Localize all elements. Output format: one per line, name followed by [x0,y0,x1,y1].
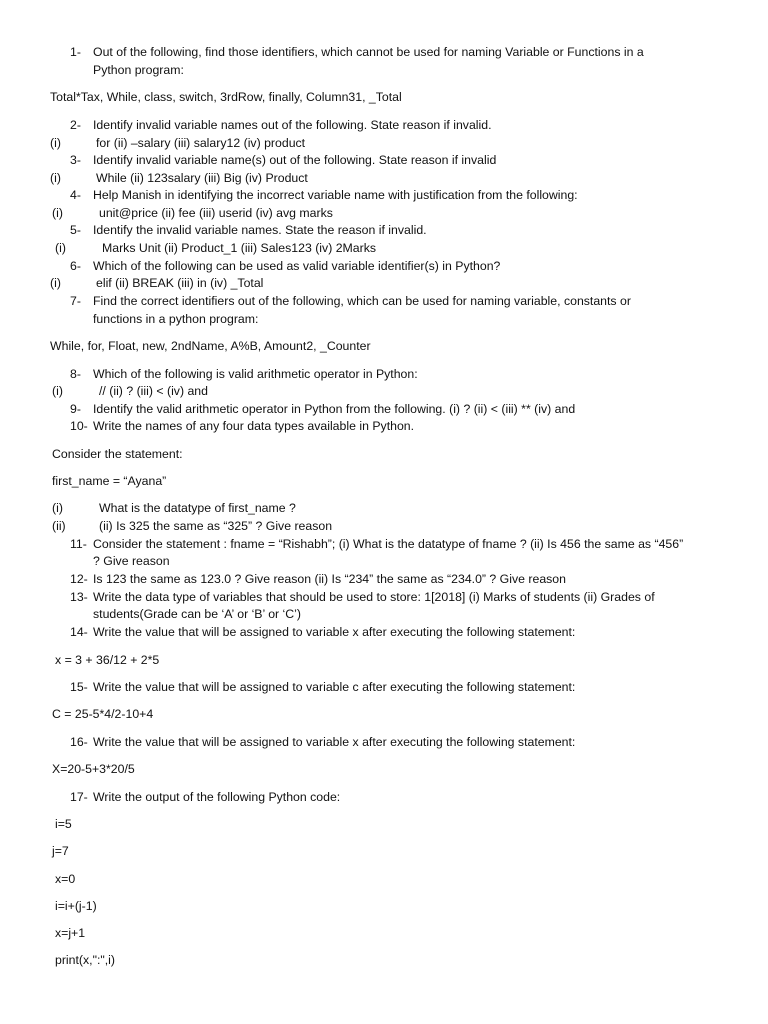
question-13-text: Write the data type of variables that should be used to store: 1[2018] (i) Marks of students (ii) Grades of [93,590,655,604]
question-2-sub-label: (i) [50,136,61,150]
question-6-sub-label: (i) [50,276,61,290]
question-7-options: While, for, Float, new, 2ndName, A%B, Amount2, _Counter [50,339,371,353]
question-6-number: 6- [70,259,81,273]
question-11-text: Consider the statement : fname = “Rishabh”; (i) What is the datatype of fname ? (ii) Is 456 the same as “456” [93,537,684,551]
question-3-sub-label: (i) [50,171,61,185]
question-5-text: Identify the invalid variable names. State the reason if invalid. [93,223,427,237]
question-5-sub-label: (i) [55,241,66,255]
question-11-text-cont: ? Give reason [93,554,170,568]
question-1-text-cont: Python program: [93,63,184,77]
question-5-number: 5- [70,223,81,237]
question-6-sub-text: elif (ii) BREAK (iii) in (iv) _Total [96,276,264,290]
question-3-number: 3- [70,153,81,167]
question-12-number: 12- [70,572,88,586]
question-15-number: 15- [70,680,88,694]
question-1-number: 1- [70,45,81,59]
sub-i-text: What is the datatype of first_name ? [99,501,296,515]
question-4-sub-text: unit@price (ii) fee (iii) userid (iv) avg marks [99,206,333,220]
question-14-expression: x = 3 + 36/12 + 2*5 [55,653,160,667]
question-14-number: 14- [70,625,88,639]
question-13-text-cont: students(Grade can be ‘A’ or ‘B’ or ‘C’) [93,607,301,621]
code-line: print(x,":",i) [55,953,115,967]
question-12-text: Is 123 the same as 123.0 ? Give reason (ii) Is “234” the same as “234.0” ? Give reason [93,572,566,586]
question-7-text-cont: functions in a python program: [93,312,259,326]
question-8-number: 8- [70,367,81,381]
code-line: j=7 [52,844,69,858]
question-17-number: 17- [70,790,88,804]
question-2-number: 2- [70,118,81,132]
question-7-text: Find the correct identifiers out of the following, which can be used for naming variable, constants or [93,294,631,308]
question-9-number: 9- [70,402,81,416]
question-14-text: Write the value that will be assigned to variable x after executing the following statement: [93,625,576,639]
question-6-text: Which of the following can be used as valid variable identifier(s) in Python? [93,259,501,273]
question-8-text: Which of the following is valid arithmetic operator in Python: [93,367,418,381]
code-line: i=5 [55,817,72,831]
question-2-sub-text: for (ii) –salary (iii) salary12 (iv) product [96,136,306,150]
question-16-number: 16- [70,735,88,749]
question-5-sub-text: Marks Unit (ii) Product_1 (iii) Sales123 (iv) 2Marks [102,241,377,255]
question-4-text: Help Manish in identifying the incorrect variable name with justification from the following: [93,188,578,202]
question-8-sub-label: (i) [52,384,63,398]
question-17-text: Write the output of the following Python code: [93,790,341,804]
question-3-sub-text: While (ii) 123salary (iii) Big (iv) Product [96,171,308,185]
sub-ii-label: (ii) [52,519,66,533]
sub-i-label: (i) [52,501,63,515]
question-1-text: Out of the following, find those identifiers, which cannot be used for naming Variable or Functions in a [93,45,644,59]
consider-statement: Consider the statement: [52,447,183,461]
question-4-sub-label: (i) [52,206,63,220]
code-line: x=0 [55,872,76,886]
question-1-options: Total*Tax, While, class, switch, 3rdRow, finally, Column31, _Total [50,90,402,104]
question-3-text: Identify invalid variable name(s) out of the following. State reason if invalid [93,153,497,167]
sub-ii-text: (ii) Is 325 the same as “325” ? Give reason [99,519,333,533]
question-10-text: Write the names of any four data types available in Python. [93,419,415,433]
question-15-expression: C = 25-5*4/2-10+4 [52,707,154,721]
question-13-number: 13- [70,590,88,604]
first-name-statement: first_name = “Ayana” [52,474,167,488]
question-10-number: 10- [70,419,88,433]
question-9-text: Identify the valid arithmetic operator in Python from the following. (i) ? (ii) < (iii) ** (iv) and [93,402,576,416]
question-16-text: Write the value that will be assigned to variable x after executing the following statement: [93,735,576,749]
question-15-text: Write the value that will be assigned to variable c after executing the following statement: [93,680,576,694]
code-line: x=j+1 [55,926,86,940]
question-16-expression: X=20-5+3*20/5 [52,762,135,776]
question-7-number: 7- [70,294,81,308]
code-line: i=i+(j-1) [55,899,97,913]
question-4-number: 4- [70,188,81,202]
question-8-sub-text: // (ii) ? (iii) < (iv) and [99,384,208,398]
question-11-number: 11- [70,537,87,551]
question-2-text: Identify invalid variable names out of the following. State reason if invalid. [93,118,492,132]
